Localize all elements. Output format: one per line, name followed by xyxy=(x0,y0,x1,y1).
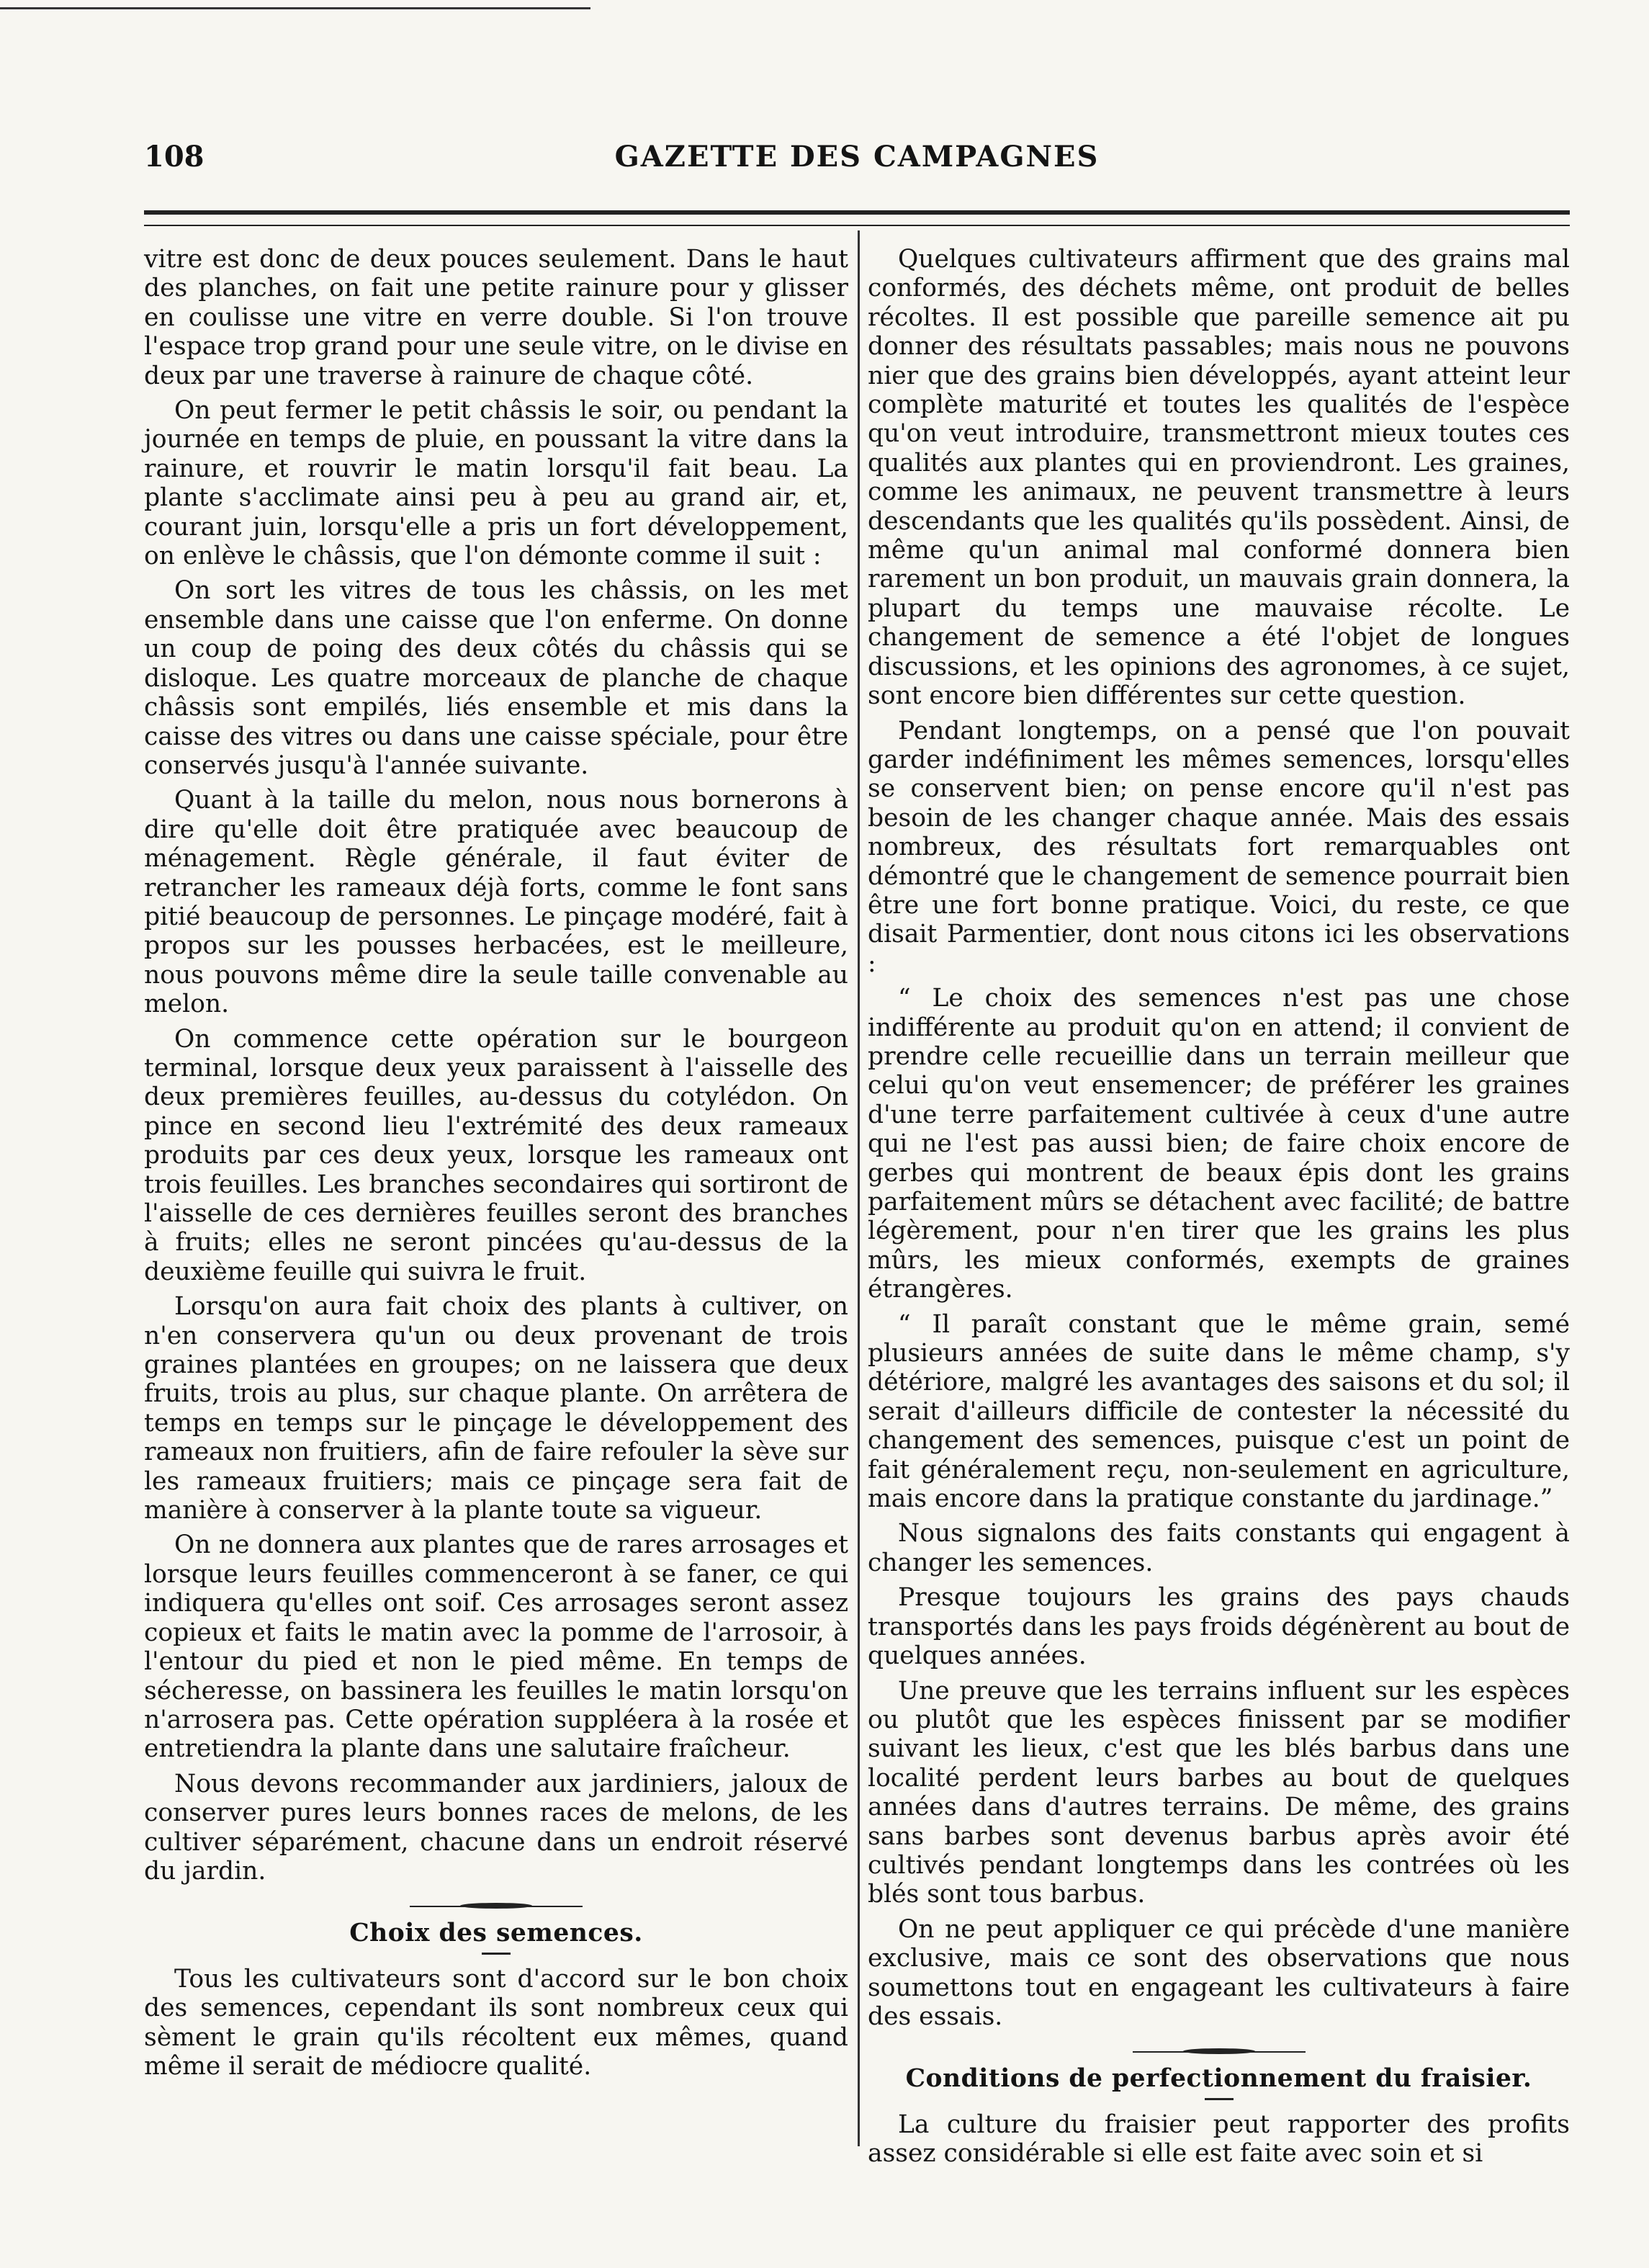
paragraph: Une preuve que les terrains influent sur les espèces ou plutôt que les espèces finissent par se modifier suivant les lieux, c'est que les blés barbus dans une localité perdent leurs barbes au bout de quelques années dans d'autres terrains. De même, des grains sans barbes sont devenus barbus après avoir été cultivés pendant longtemps dans les contrées où les blés sont tous barbus. xyxy=(868,1676,1570,1909)
right-column xyxy=(868,245,1570,2169)
page-header xyxy=(144,128,1570,179)
header-double-rule xyxy=(144,210,1570,226)
paragraph: vitre est donc de deux pouces seulement. Dans le haut des planches, on fait une petite rainure pour y glisser en coulisse une vitre en verre double. Si l'on trouve l'espace trop grand pour une seule vitre, on le divise en deux par une traverse à rainure de chaque côté. xyxy=(144,245,848,390)
section-separator xyxy=(1133,2047,1306,2057)
paragraph: La culture du fraisier peut rapporter des profits assez considérable si elle est faite avec soin et si xyxy=(868,2110,1570,2169)
paragraph: Nous signalons des faits constants qui engagent à changer les semences. xyxy=(868,1519,1570,1577)
quotation-paragraph: “ Il paraît constant que le même grain, semé plusieurs années de suite dans le même champ, s'y détériore, malgré les avantages des saisons et du sol; il serait d'ailleurs difficile de contester la nécessité du changement des semences, puisque c'est un point de fait généralement reçu, non-seulement en agriculture, mais encore dans la pratique constante du jardinage.” xyxy=(868,1309,1570,1514)
paragraph: Presque toujours les grains des pays chauds transportés dans les pays froids dégénèrent au bout de quelques années. xyxy=(868,1583,1570,1671)
paragraph: Quant à la taille du melon, nous nous bornerons à dire qu'elle doit être pratiquée avec beaucoup de ménagement. Règle générale, il faut éviter de retrancher les rameaux déjà forts, comme le font sans pitié beaucoup de personnes. Le pinçage modéré, fait à propos sur les pousses herbacées, est le meilleure, nous pouvons même dire la seule taille convenable au melon. xyxy=(144,786,848,1019)
section-heading-fraisier: Conditions de perfectionnement du fraisier. xyxy=(905,2064,1532,2094)
heading-dash xyxy=(1205,2098,1234,2100)
paragraph: On ne donnera aux plantes que de rares arrosages et lorsque leurs feuilles commenceront à se faner, ce qui indiquera qu'elles ont soif. Ces arrosages seront assez copieux et faits le matin avec la pomme de l'arrosoir, à l'entour du pied et non le pied même. En temps de sécheresse, on bassinera les feuilles le matin lorsqu'on n'arrosera pas. Cette opération suppléera à la rosée et entretiendra la plante dans une salutaire fraîcheur. xyxy=(144,1530,848,1764)
paragraph: On sort les vitres de tous les châssis, on les met ensemble dans une caisse que l'on enferme. On donne un coup de poing des deux côtés du châssis qui se disloque. Les quatre morceaux de planche de chaque châssis sont empilés, liés ensemble et mis dans la caisse des vitres ou dans une caisse spéciale, pour être conservés jusqu'à l'année suivante. xyxy=(144,576,848,780)
page-number: 108 xyxy=(144,140,205,174)
quotation-paragraph: “ Le choix des semences n'est pas une chose indifférente au produit qu'on en attend; il convient de prendre celle recueillie dans un terrain meilleur que celui qu'on veut ensemencer; de préférer les graines d'une terre parfaitement cultivée à ceux d'une autre qui ne l'est pas aussi bien; de faire choix encore de gerbes qui montrent de beaux épis dont les grains parfaitement mûrs se détachent avec facilité; de battre légèrement, pour n'en tirer que les grains les plus mûrs, les mieux conformés, exempts de graines étrangères. xyxy=(868,984,1570,1304)
paragraph: Pendant longtemps, on a pensé que l'on pouvait garder indéfiniment les mêmes semences, lorsqu'elles se conservent bien; on pense encore qu'il n'est pas besoin de les changer chaque année. Mais des essais nombreux, des résultats fort remarquables ont démontré que le changement de semence pourrait bien être une fort bonne pratique. Voici, du reste, ce que disait Parmentier, dont nous citons ici les observations : xyxy=(868,716,1570,978)
section-separator xyxy=(410,1901,583,1911)
paragraph: Nous devons recommander aux jardiniers, jaloux de conserver pures leurs bonnes races de melons, de les cultiver séparément, chacune dans un endroit réservé du jardin. xyxy=(144,1769,848,1886)
top-edge-rule xyxy=(0,7,590,9)
paragraph: Quelques cultivateurs affirment que des grains mal conformés, des déchets même, ont produit de belles récoltes. Il est possible que pareille semence ait pu donner des résultats passables; mais nous ne pouvons nier que des grains bien développés, ayant atteint leur complète maturité et toutes les qualités de l'espèce qu'on veut introduire, transmettront mieux toutes ces qualités aux plantes qui en proviendront. Les graines, comme les animaux, ne peuvent transmettre à leurs descendants que les qualités qu'ils possèdent. Ainsi, de même qu'un animal mal conformé donnera bien rarement un bon produit, un mauvais grain donnera, la plupart du temps une mauvaise récolte. Le changement de semence a été l'objet de longues discussions, et les opinions des agronomes, à ce sujet, sont encore bien différentes sur cette question. xyxy=(868,245,1570,711)
paragraph: On ne peut appliquer ce qui précède d'une manière exclusive, mais ce sont des observations que nous soumettons tout en engageant les cultivateurs à faire des essais. xyxy=(868,1914,1570,2031)
paragraph: Tous les cultivateurs sont d'accord sur le bon choix des semences, cependant ils sont nombreux ceux qui sèment le grain qu'ils récoltent eux mêmes, quand même il serait de médiocre qualité. xyxy=(144,1964,848,2081)
column-divider xyxy=(858,230,860,2146)
heading-dash xyxy=(482,1953,511,1955)
journal-title: GAZETTE DES CAMPAGNES xyxy=(614,140,1100,174)
section-heading-choix-des-semences: Choix des semences. xyxy=(349,1919,643,1948)
left-column xyxy=(144,245,848,2146)
paragraph: On peut fermer le petit châssis le soir, ou pendant la journée en temps de pluie, en poussant la vitre dans la rainure, et rouvrir le matin lorsqu'il fait beau. La plante s'acclimate ainsi peu à peu au grand air, et, courant juin, lorsqu'elle a pris un fort développement, on enlève le châssis, que l'on démonte comme il suit : xyxy=(144,396,848,571)
paragraph: On commence cette opération sur le bourgeon terminal, lorsque deux yeux paraissent à l'aisselle des deux premières feuilles, au-dessus du cotylédon. On pince en second lieu l'extrémité des deux rameaux produits par ces deux yeux, lorsque les rameaux ont trois feuilles. Les branches secondaires qui sortiront de l'aisselle de ces dernières feuilles seront des branches à fruits; elles ne seront pincées qu'au-dessus de la deuxième feuille qui suivra le fruit. xyxy=(144,1024,848,1286)
paragraph: Lorsqu'on aura fait choix des plants à cultiver, on n'en conservera qu'un ou deux provenant de trois graines plantées en groupes; on ne laissera que deux fruits, trois au plus, sur chaque plante. On arrêtera de temps en temps sur le pinçage le développement des rameaux non fruitiers, afin de faire refouler la sève sur les rameaux fruitiers; mais ce pinçage sera fait de manière à conserver à la plante toute sa vigueur. xyxy=(144,1292,848,1525)
